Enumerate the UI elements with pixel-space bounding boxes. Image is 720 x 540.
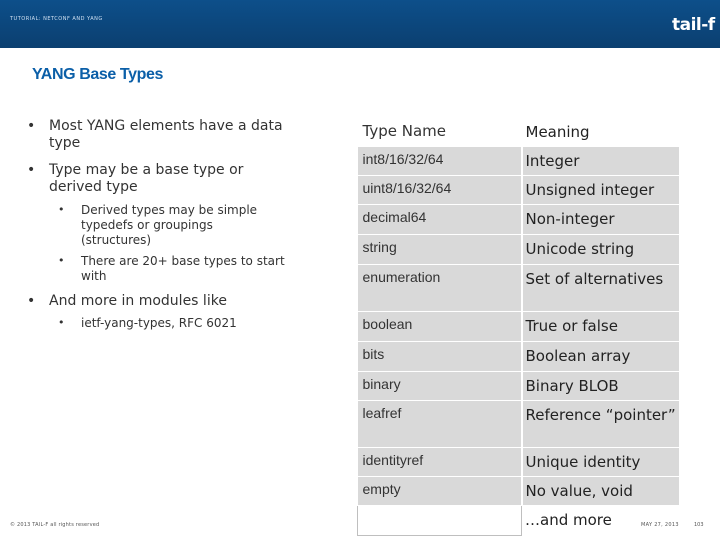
- meaning-cell: …and more: [522, 506, 680, 536]
- meaning-cell: No value, void: [522, 477, 680, 506]
- type-name-cell: enumeration: [358, 265, 522, 312]
- type-name-cell: identityref: [358, 448, 522, 477]
- sub-bullet-text: Derived types may be simple typedefs or groupings (structures): [81, 203, 258, 247]
- tailf-logo: tail-f: [672, 15, 715, 35]
- bullet-dot: •: [27, 118, 36, 134]
- bullet-text: Most YANG elements have a data type: [49, 118, 283, 151]
- meaning-cell: Set of alternatives: [522, 265, 680, 312]
- slide-title: YANG Base Types: [32, 66, 163, 83]
- table-row: [358, 147, 680, 176]
- header-type-name: Type Name: [358, 118, 522, 147]
- type-name-cell: decimal64: [358, 205, 522, 235]
- type-name-cell: int8/16/32/64: [358, 147, 522, 176]
- sub-bullet-text: There are 20+ base types to start with: [81, 254, 285, 283]
- sub-bullet-dot: •: [58, 254, 65, 267]
- table-row: [358, 265, 680, 312]
- type-name-cell: uint8/16/32/64: [358, 176, 522, 205]
- type-name-cell: [358, 506, 522, 536]
- base-types-table: [357, 117, 679, 536]
- type-name-cell: string: [358, 235, 522, 265]
- table-row: [358, 312, 680, 342]
- bullet-text: And more in modules like: [49, 293, 227, 309]
- meaning-cell: True or false: [522, 312, 680, 342]
- table-row: [358, 176, 680, 205]
- tutorial-label: TUTORIAL: NETCONF AND YANG: [10, 16, 103, 22]
- copyright-text: © 2013 TAIL-F all rights reserved: [10, 522, 100, 528]
- table-row: [358, 477, 680, 506]
- type-name-cell: binary: [358, 372, 522, 401]
- meaning-cell: Unicode string: [522, 235, 680, 265]
- meaning-cell: Non-integer: [522, 205, 680, 235]
- bullet-dot: •: [27, 293, 36, 309]
- table-row: [358, 372, 680, 401]
- table-row: [358, 401, 680, 448]
- table-row: [358, 448, 680, 477]
- header-meaning: Meaning: [522, 118, 680, 147]
- type-name-cell: boolean: [358, 312, 522, 342]
- table-row: [358, 235, 680, 265]
- table-header-row: [358, 118, 680, 147]
- sub-bullet-dot: •: [58, 203, 65, 216]
- table-row: [358, 506, 680, 536]
- meaning-cell: Binary BLOB: [522, 372, 680, 401]
- meaning-cell: Integer: [522, 147, 680, 176]
- sub-bullet-dot: •: [58, 316, 65, 329]
- type-name-cell: leafref: [358, 401, 522, 448]
- footer-date: MAY 27, 2013: [641, 522, 679, 528]
- table-row: [358, 205, 680, 235]
- type-name-cell: bits: [358, 342, 522, 372]
- sub-bullet-text: ietf-yang-types, RFC 6021: [81, 316, 237, 330]
- table-row: [358, 342, 680, 372]
- bullet-text: Type may be a base type or derived type: [49, 162, 244, 195]
- bullet-dot: •: [27, 162, 36, 178]
- meaning-cell: Unsigned integer: [522, 176, 680, 205]
- meaning-cell: Reference “pointer”: [522, 401, 680, 448]
- meaning-cell: Unique identity: [522, 448, 680, 477]
- page-number: 103: [694, 522, 704, 528]
- header-bar: [0, 0, 720, 48]
- type-name-cell: empty: [358, 477, 522, 506]
- meaning-cell: Boolean array: [522, 342, 680, 372]
